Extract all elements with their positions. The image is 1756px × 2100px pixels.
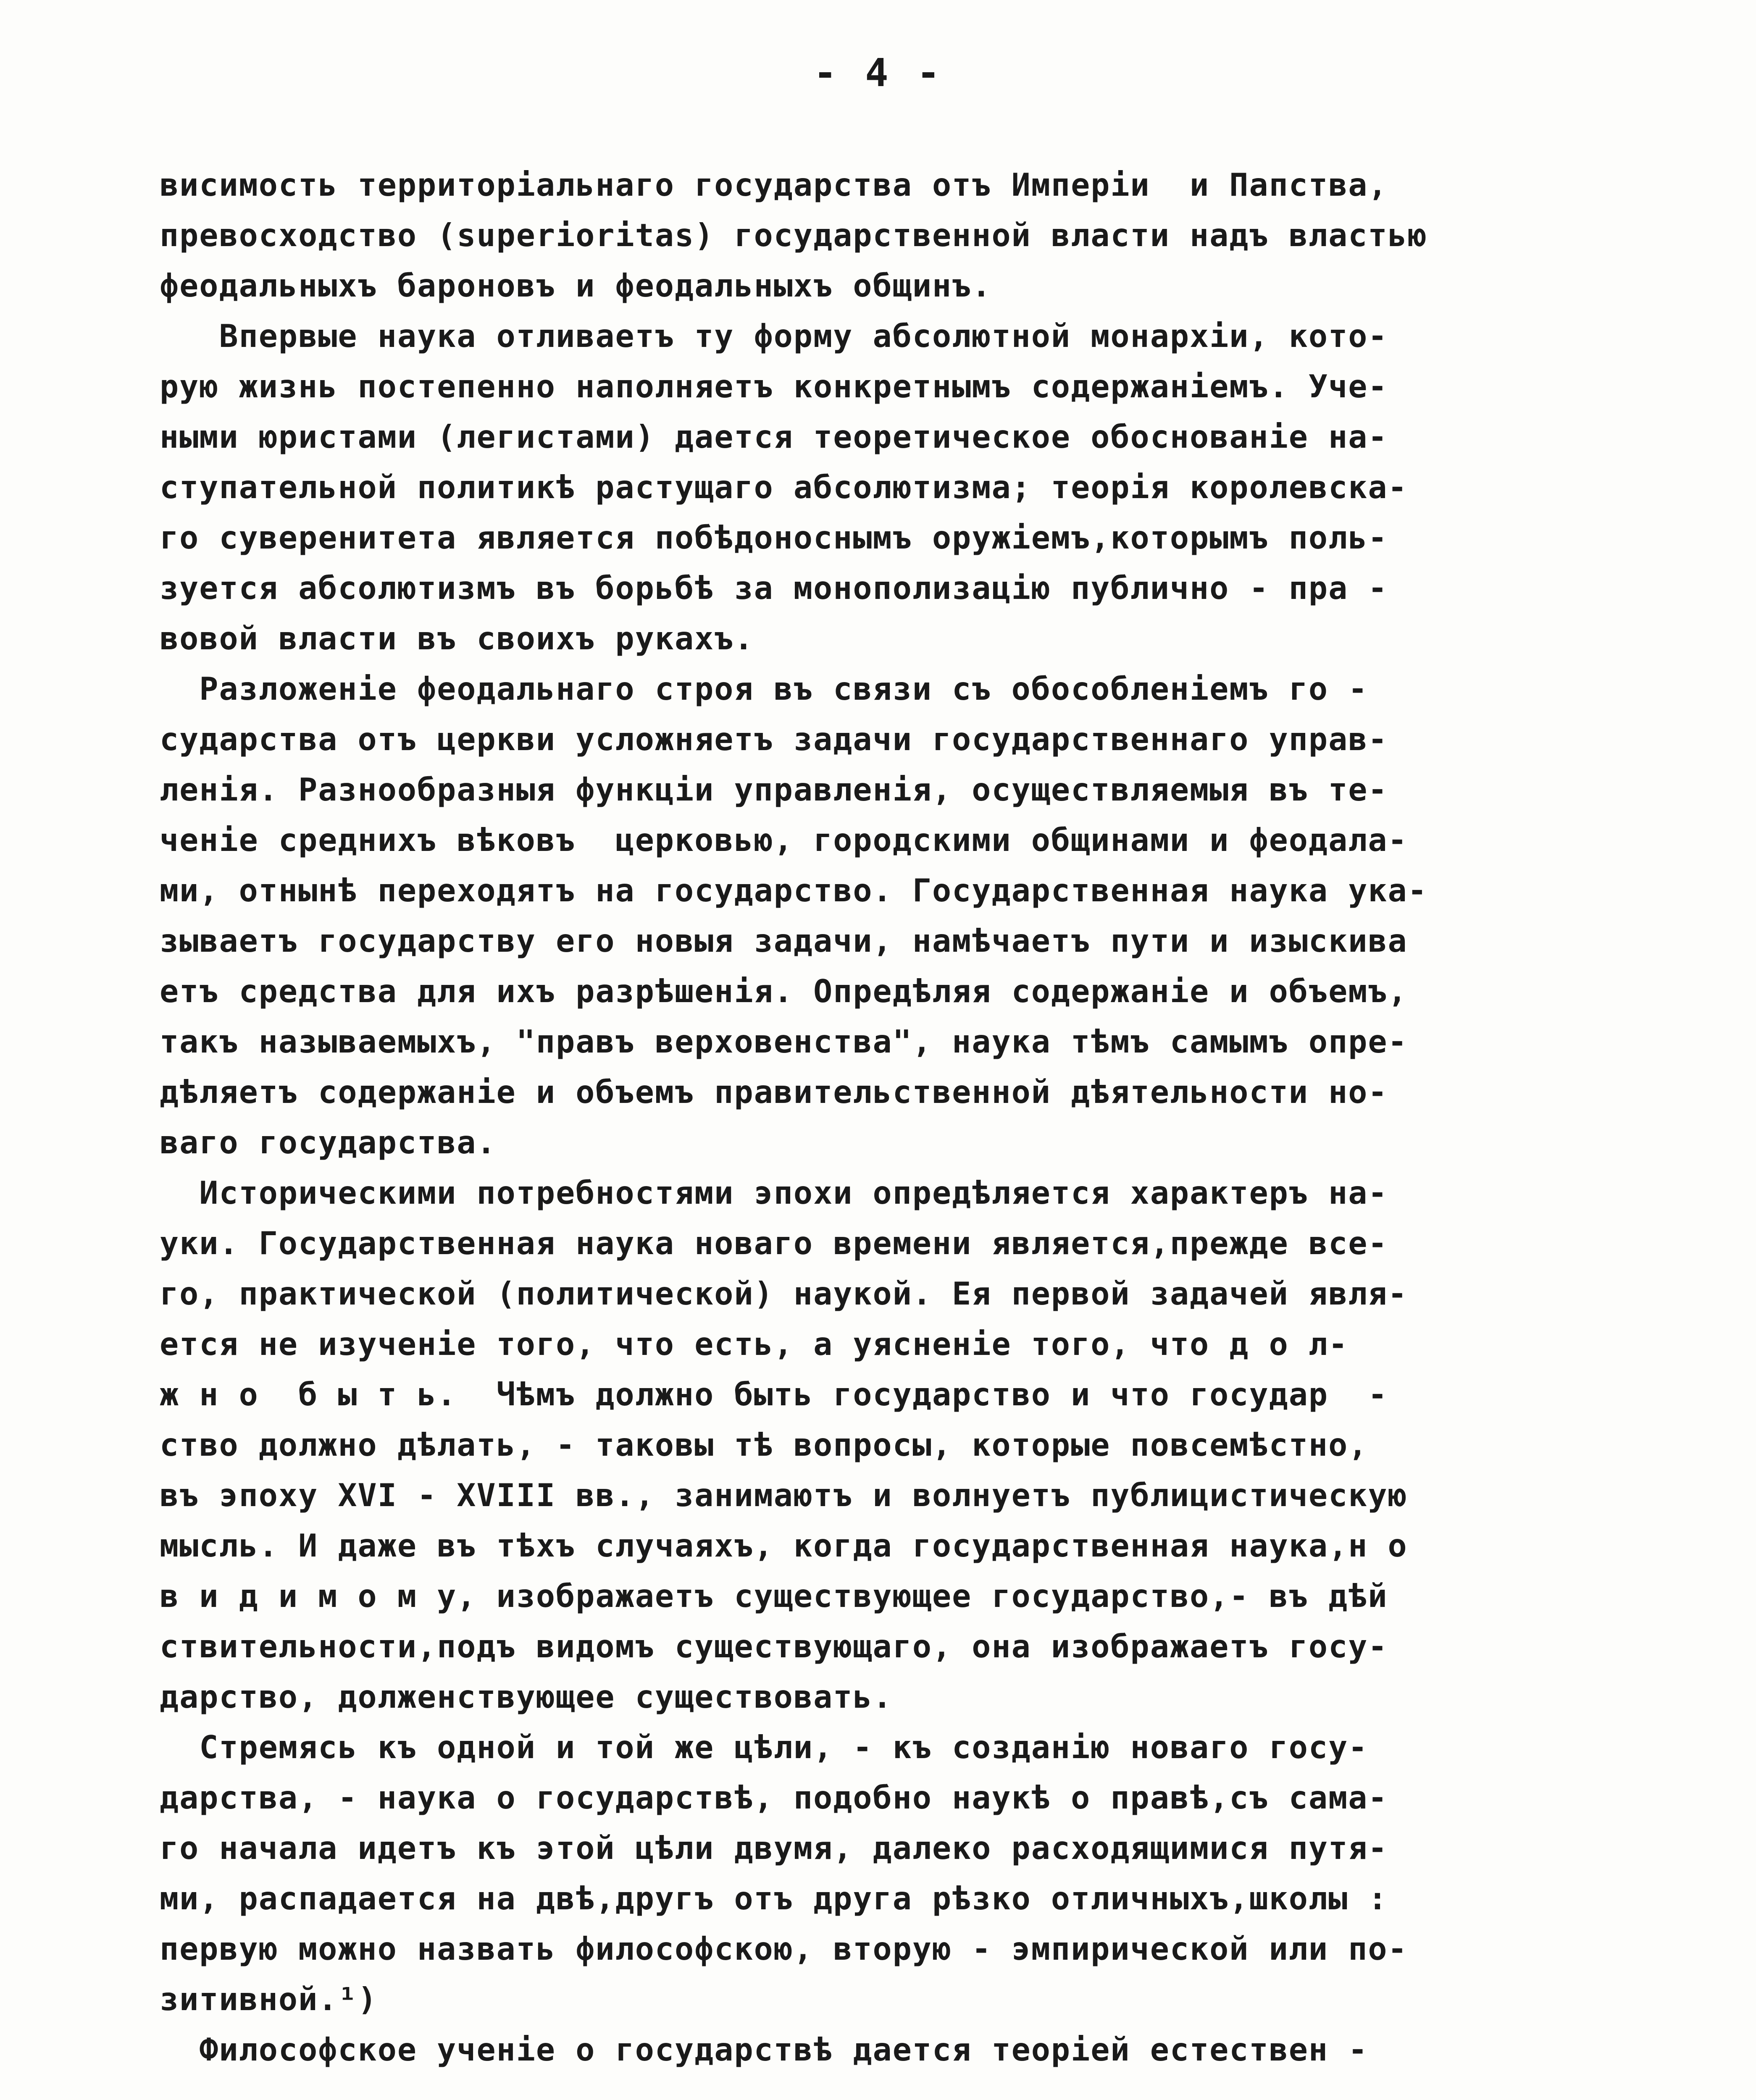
text-line: ченіе среднихъ вѣковъ церковью, городскими общинами и феодала- — [160, 822, 1408, 858]
text-line: феодальныхъ бароновъ и феодальныхъ общинъ. — [160, 267, 992, 304]
text-line: ленія. Разнообразныя функціи управленія, осуществляемыя въ те- — [160, 771, 1388, 808]
text-line: ж н о б ы т ь. Чѣмъ должно быть государство и что государ - — [160, 1376, 1388, 1413]
text-line: уки. Государственная наука новаго времени является,прежде все- — [160, 1225, 1388, 1262]
text-line: превосходство (superioritas) государственной власти надъ властью — [160, 217, 1427, 254]
text-line: рую жизнь постепенно наполняетъ конкретнымъ содержаніемъ. Уче- — [160, 368, 1388, 405]
text-line: сударства отъ церкви усложняетъ задачи государственнаго управ- — [160, 721, 1388, 758]
text-line: въ эпоху XVI - XVIII вв., занимаютъ и волнуетъ публицистическую — [160, 1477, 1408, 1514]
text-line: дарство, долженствующее существовать. — [160, 1678, 893, 1715]
text-line: ными юристами (легистами) дается теоретическое обоснованіе на- — [160, 418, 1388, 455]
text-line: вовой власти въ своихъ рукахъ. — [160, 620, 754, 657]
text-line: зываетъ государству его новыя задачи, намѣчаетъ пути и изыскива — [160, 922, 1408, 959]
text-line: в и д и м о м у, изображаетъ существующее государство,- въ дѣй — [160, 1578, 1388, 1614]
text-line: висимость территоріальнаго государства отъ Имперіи и Папства, — [160, 166, 1388, 203]
text-line: Впервые наука отливаетъ ту форму абсолютной монархіи, кото- — [160, 318, 1388, 354]
text-line: зуется абсолютизмъ въ борьбѣ за монополизацію публично - пра - — [160, 570, 1388, 606]
text-line: ми, распадается на двѣ,другъ отъ друга рѣзко отличныхъ,школы : — [160, 1880, 1388, 1917]
text-line: го суверенитета является побѣдоноснымъ оружіемъ,которымъ поль- — [160, 519, 1388, 556]
text-line: го начала идетъ къ этой цѣли двумя, далеко расходящимися путя- — [160, 1830, 1388, 1866]
text-line: ступательной политикѣ растущаго абсолютизма; теорія королевска- — [160, 469, 1408, 506]
text-line: Философское ученіе о государствѣ дается теоріей естествен - — [160, 2031, 1368, 2068]
text-line: такъ называемыхъ, "правъ верховенства", наука тѣмъ самымъ опре- — [160, 1023, 1408, 1060]
page-number: - 4 - — [813, 50, 943, 95]
text-line: зитивной.¹) — [160, 1981, 378, 2018]
text-line: ствительности,подъ видомъ существующаго, она изображаетъ госу- — [160, 1628, 1388, 1665]
text-line: Историческими потребностями эпохи опредѣляется характеръ на- — [160, 1174, 1388, 1211]
text-line: мысль. И даже въ тѣхъ случаяхъ, когда государственная наука,н о — [160, 1527, 1408, 1564]
text-line: первую можно назвать философскою, вторую - эмпирической или по- — [160, 1930, 1408, 1967]
text-line: ми, отнынѣ переходятъ на государство. Государственная наука ука- — [160, 872, 1427, 909]
text-line: етъ средства для ихъ разрѣшенія. Опредѣляя содержаніе и объемъ, — [160, 973, 1408, 1010]
text-line: ваго государства. — [160, 1124, 497, 1161]
text-line: го, практической (политической) наукой. Ея первой задачей явля- — [160, 1275, 1408, 1312]
text-line: ство должно дѣлать, - таковы тѣ вопросы, которые повсемѣстно, — [160, 1426, 1368, 1463]
text-line: ется не изученіе того, что есть, а уясненіе того, что д о л- — [160, 1326, 1349, 1362]
text-line: Стремясь къ одной и той же цѣли, - къ созданію новаго госу- — [160, 1729, 1368, 1766]
text-line: Разложеніе феодальнаго строя въ связи съ обособленіемъ го - — [160, 670, 1368, 707]
text-line: дѣляетъ содержаніе и объемъ правительственной дѣятельности но- — [160, 1074, 1388, 1110]
text-line: дарства, - наука о государствѣ, подобно наукѣ о правѣ,съ сама- — [160, 1779, 1388, 1816]
body-text — [160, 160, 1596, 2075]
